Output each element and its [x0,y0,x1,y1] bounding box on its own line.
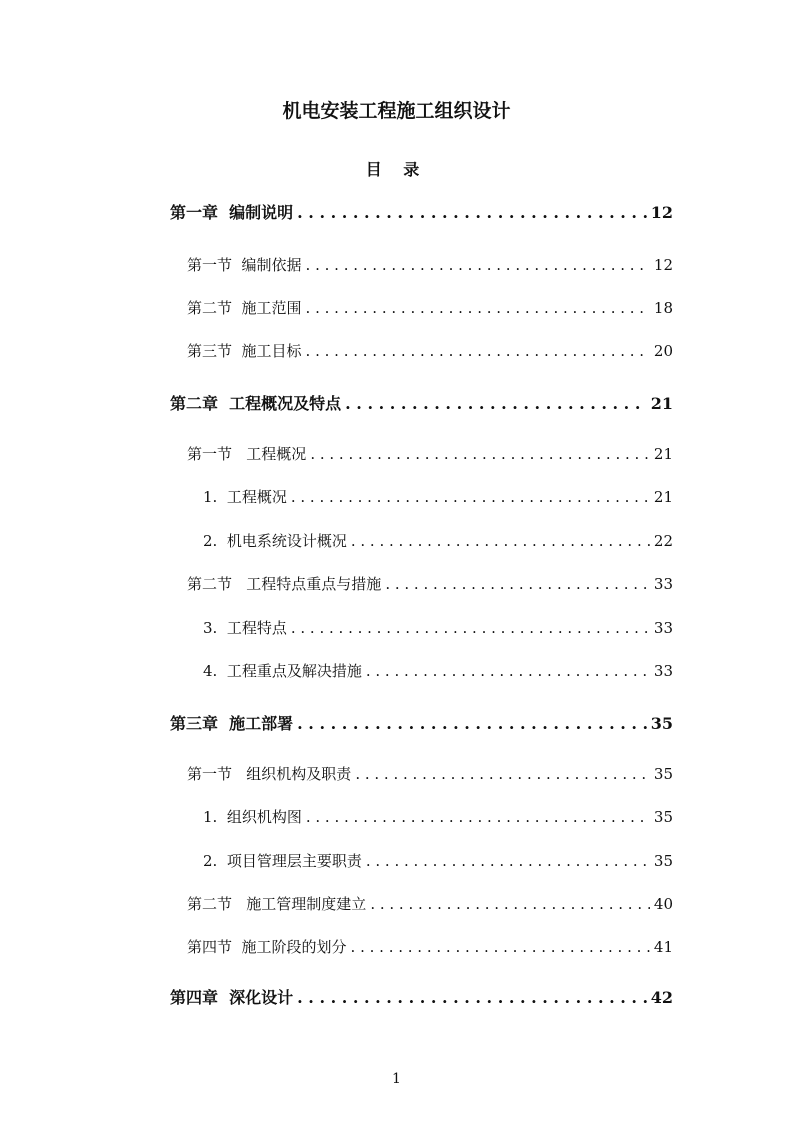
toc-entry-page: 35 [650,714,673,733]
toc-entry-label: 1. 工程概况 [203,488,287,506]
toc-entry[interactable] [187,763,673,785]
toc-entry-label: 第一节 工程概况 [187,445,307,463]
toc-entry-label: 第一节 组织机构及职责 [187,765,352,783]
toc-entry-page: 21 [650,394,673,413]
toc-entry-page: 21 [653,488,673,506]
document-title: 机电安装工程施工组织设计 [282,100,511,122]
toc-entry-page: 35 [653,765,673,783]
toc-entry-label: 4. 工程重点及解决措施 [203,662,362,680]
toc-entry[interactable] [187,443,673,465]
dot-leader [306,340,650,362]
toc-entry-page: 18 [653,299,673,317]
toc-entry-label: 2. 项目管理层主要职责 [203,852,362,870]
dot-leader [345,393,647,415]
dot-leader [297,202,647,224]
toc-entry[interactable] [203,806,673,828]
dot-leader [291,617,650,639]
toc-entry[interactable] [187,573,673,595]
toc-chapter-entry[interactable] [170,393,673,415]
toc-entry[interactable] [187,936,673,958]
toc-entry[interactable] [187,254,673,276]
toc-entry-page: 33 [653,575,673,593]
toc-entry[interactable] [203,530,673,552]
dot-leader [366,850,650,872]
dot-leader [297,987,647,1009]
toc-entry-page: 33 [653,619,673,637]
dot-leader [310,443,650,465]
toc-entry-page: 22 [653,532,673,550]
toc-entry[interactable] [203,850,673,872]
toc-chapter-entry[interactable] [170,202,673,224]
toc-entry-label: 第一节 编制依据 [187,256,302,274]
dot-leader [306,254,650,276]
toc-entry-page: 33 [653,662,673,680]
dot-leader [370,893,650,915]
dot-leader [351,530,650,552]
dot-leader [291,486,650,508]
toc-entry[interactable] [203,617,673,639]
toc-entry[interactable] [203,660,673,682]
toc-entry-page: 35 [653,808,673,826]
toc-entry-page: 41 [653,938,673,956]
toc-entry-label: 第四章 深化设计 [170,988,294,1007]
toc-entry-label: 第二章 工程概况及特点 [170,394,342,413]
toc-entry[interactable] [187,297,673,319]
toc-entry[interactable] [187,340,673,362]
toc-entry-page: 40 [653,895,673,913]
toc-entry-page: 12 [650,203,673,222]
toc-entry-page: 21 [653,445,673,463]
toc-chapter-entry[interactable] [170,713,673,735]
toc-chapter-entry[interactable] [170,987,673,1009]
dot-leader [355,763,650,785]
toc-entry-page: 42 [650,988,673,1007]
toc-entry-label: 3. 工程特点 [203,619,287,637]
dot-leader [351,936,650,958]
toc-entry[interactable] [203,486,673,508]
toc-entry-label: 第一章 编制说明 [170,203,294,222]
toc-entry-label: 2. 机电系统设计概况 [203,532,347,550]
toc-entry-label: 1. 组织机构图 [203,808,302,826]
toc-entry-label: 第二节 施工范围 [187,299,302,317]
dot-leader [306,297,650,319]
toc-entry-label: 第三节 施工目标 [187,342,302,360]
page-number: 1 [392,1071,401,1087]
toc-entry-label: 第二节 工程特点重点与措施 [187,575,382,593]
toc-entry-page: 12 [653,256,673,274]
dot-leader [306,806,650,828]
toc-entry-label: 第四节 施工阶段的划分 [187,938,347,956]
toc-entry-page: 20 [653,342,673,360]
toc-heading: 目 录 [365,160,428,179]
toc-entry[interactable] [187,893,673,915]
dot-leader [385,573,650,595]
toc-entry-label: 第二节 施工管理制度建立 [187,895,367,913]
toc-entry-label: 第三章 施工部署 [170,714,294,733]
dot-leader [297,713,647,735]
toc-entry-page: 35 [653,852,673,870]
dot-leader [366,660,650,682]
